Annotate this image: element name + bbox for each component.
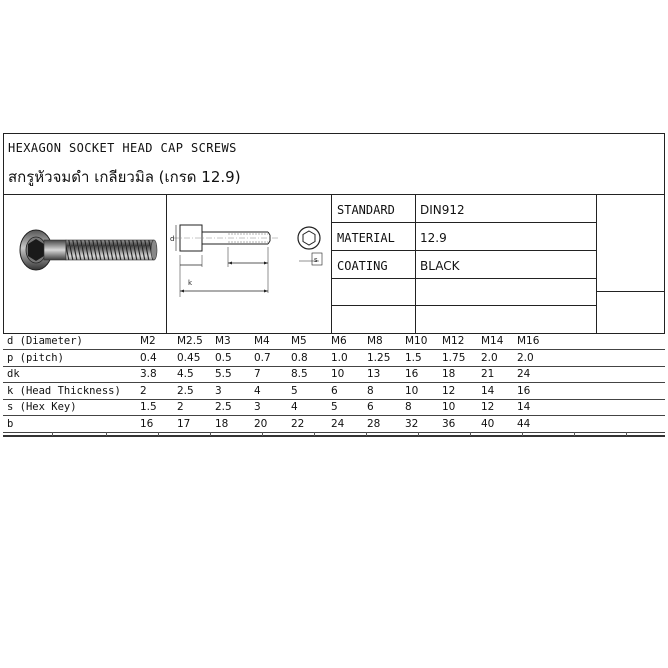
table-row-label: s (Hex Key): [7, 401, 77, 414]
spec-material-label: MATERIAL: [337, 231, 395, 245]
table-cell: 2.5: [177, 384, 194, 397]
table-cell: 1.25: [367, 351, 391, 364]
table-cell: 16: [140, 418, 154, 430]
table-cell: 5: [331, 401, 338, 414]
drawing-divider: [331, 194, 332, 333]
table-cell: 13: [367, 368, 381, 381]
frame-top-border: [3, 133, 665, 134]
spec-row-line-2: [331, 250, 597, 251]
frame-right-border: [664, 133, 665, 333]
table-cell: 6: [331, 384, 338, 397]
title-thai: สกรูหัวจมดำ เกลียวมิล (เกรด 12.9): [8, 168, 241, 186]
spec-row-line-1: [331, 222, 597, 223]
table-cell: M6: [331, 335, 347, 347]
table-cell: 10: [405, 384, 419, 397]
table-cell: 3: [215, 384, 222, 397]
spec-material-value: 12.9: [420, 231, 447, 245]
header-divider: [3, 194, 665, 195]
table-row-label: dk: [7, 368, 20, 381]
table-cell: M16: [517, 335, 540, 347]
table-cell: M5: [291, 335, 307, 347]
table-grid-tick: [626, 432, 627, 436]
table-cell: 22: [291, 418, 305, 430]
table-cell: M12: [442, 335, 465, 347]
table-cell: 17: [177, 418, 191, 430]
table-row-line: [3, 399, 665, 400]
table-cell: 12: [442, 384, 456, 397]
table-grid-tick: [262, 432, 263, 436]
table-cell: 16: [517, 384, 531, 397]
table-cell: 12: [481, 401, 495, 414]
table-cell: 4.5: [177, 368, 194, 381]
spec-row-line-4: [331, 305, 597, 306]
right-box-line: [596, 291, 665, 292]
table-cell: 7: [254, 368, 261, 381]
spec-value-divider: [596, 194, 597, 333]
table-cell: 44: [517, 418, 531, 430]
table-row-line: [3, 432, 665, 433]
table-cell: 4: [291, 401, 298, 414]
table-row-label: p (pitch): [7, 351, 64, 364]
screw-photo: [14, 226, 162, 274]
drawing-label-d: d: [170, 235, 175, 243]
table-cell: 21: [481, 368, 495, 381]
table-cell: 14: [481, 384, 495, 397]
title-english: HEXAGON SOCKET HEAD CAP SCREWS: [8, 141, 237, 155]
table-cell: 10: [442, 401, 456, 414]
table-cell: 28: [367, 418, 381, 430]
table-cell: 8.5: [291, 368, 308, 381]
table-grid-tick: [522, 432, 523, 436]
table-cell: M2: [140, 335, 156, 347]
photo-divider: [166, 194, 167, 333]
table-cell: 8: [405, 401, 412, 414]
table-grid-tick: [574, 432, 575, 436]
table-cell: 0.5: [215, 351, 232, 364]
table-cell: 14: [517, 401, 531, 414]
table-cell: 2: [177, 401, 184, 414]
table-cell: 5.5: [215, 368, 232, 381]
table-grid-tick: [106, 432, 107, 436]
table-row-line: [3, 382, 665, 383]
table-cell: 1.0: [331, 351, 348, 364]
table-cell: 0.45: [177, 351, 201, 364]
table-cell: 0.8: [291, 351, 308, 364]
table-grid-tick: [418, 432, 419, 436]
table-cell: M2.5: [177, 335, 203, 347]
table-cell: 18: [215, 418, 229, 430]
table-grid-tick: [52, 432, 53, 436]
table-cell: 18: [442, 368, 456, 381]
table-cell: 2: [140, 384, 147, 397]
table-cell: 4: [254, 384, 261, 397]
spec-standard-value: DIN912: [420, 203, 465, 217]
table-cell: 0.7: [254, 351, 271, 364]
spec-row-line-3: [331, 278, 597, 279]
table-grid-tick: [470, 432, 471, 436]
product-spec-sheet: [0, 133, 668, 438]
table-cell: 3.8: [140, 368, 157, 381]
table-cell: M14: [481, 335, 504, 347]
table-row-label: d (Diameter): [7, 335, 83, 347]
spec-coating-label: COATING: [337, 259, 388, 273]
table-cell: M8: [367, 335, 383, 347]
table-cell: 8: [367, 384, 374, 397]
table-grid-tick: [366, 432, 367, 436]
table-grid-tick: [314, 432, 315, 436]
table-bottom-rule: [3, 435, 665, 437]
table-cell: 20: [254, 418, 268, 430]
table-cell: 10: [331, 368, 345, 381]
table-row-label: k (Head Thickness): [7, 384, 121, 397]
table-cell: 2.0: [517, 351, 534, 364]
spec-coating-value: BLACK: [420, 259, 460, 273]
table-cell: 1.75: [442, 351, 466, 364]
table-row-line: [3, 415, 665, 416]
table-cell: 40: [481, 418, 495, 430]
table-top-rule: [3, 333, 665, 334]
table-row-line: [3, 349, 665, 350]
table-row-line: [3, 366, 665, 367]
table-cell: 32: [405, 418, 419, 430]
spec-standard-label: STANDARD: [337, 203, 395, 217]
table-cell: 24: [331, 418, 345, 430]
table-cell: 1.5: [140, 401, 157, 414]
table-cell: M10: [405, 335, 428, 347]
table-cell: 3: [254, 401, 261, 414]
table-cell: M3: [215, 335, 231, 347]
table-row-label: b: [7, 418, 14, 430]
table-cell: 5: [291, 384, 298, 397]
table-cell: 2.5: [215, 401, 232, 414]
spec-label-divider: [415, 194, 416, 333]
table-cell: 16: [405, 368, 419, 381]
frame-left-border: [3, 133, 4, 333]
table-cell: 1.5: [405, 351, 422, 364]
screw-technical-drawing: [168, 217, 330, 303]
drawing-label-k: k: [188, 279, 193, 287]
table-cell: 6: [367, 401, 374, 414]
drawing-label-s: s: [314, 256, 318, 264]
table-cell: 0.4: [140, 351, 157, 364]
table-grid-tick: [158, 432, 159, 436]
table-cell: 24: [517, 368, 531, 381]
table-cell: 36: [442, 418, 456, 430]
table-grid-tick: [210, 432, 211, 436]
table-cell: 2.0: [481, 351, 498, 364]
table-cell: M4: [254, 335, 270, 347]
